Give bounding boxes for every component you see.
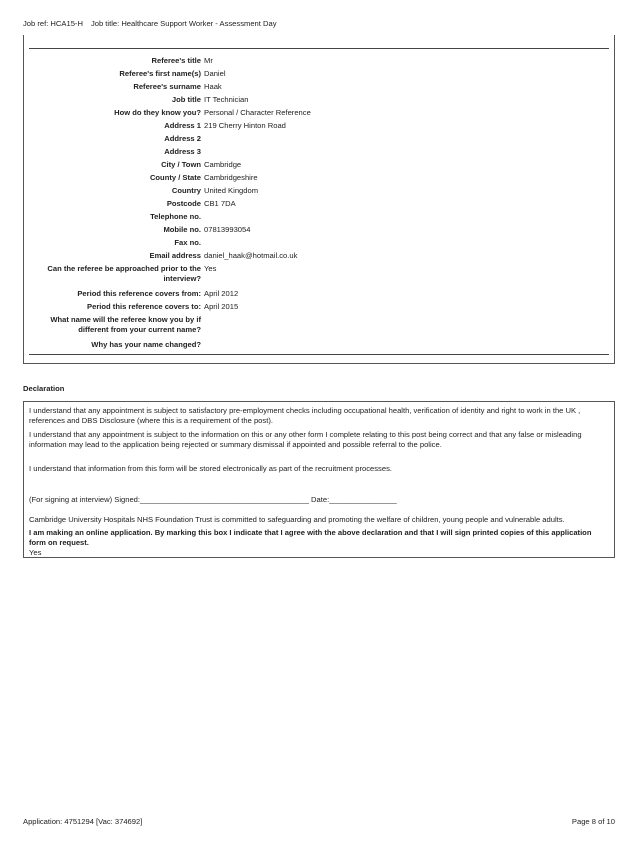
declaration-paragraph: I understand that any appointment is subject to the information on this or any other form I complete relating to this post being correct and that any false or misleading information may lead to the application being rejected or summary dismissal if appointed and possible referral to the police. — [29, 430, 582, 449]
field-label: Can the referee be approached prior to the interview? — [47, 264, 201, 283]
signature-line: (For signing at interview) Signed:________________________________________ Date:________________ — [29, 495, 397, 504]
field-label: Telephone no. — [150, 212, 201, 221]
field-value: Yes — [204, 264, 217, 273]
declaration-paragraph: I understand that any appointment is subject to satisfactory pre-employment checks including occupational health, verification of identity and right to work in the UK , references and DBS Disclosure (where this is a requirement of the post). — [29, 406, 581, 425]
trust-statement: Cambridge University Hospitals NHS Foundation Trust is committed to safeguarding and promoting the welfare of children, young people and vulnerable adults. — [29, 515, 565, 524]
field-label: Fax no. — [174, 238, 201, 247]
field-label: How do they know you? — [114, 108, 201, 117]
field-label: Referee's title — [151, 56, 201, 65]
field-label: Period this reference covers from: — [77, 289, 201, 298]
field-value: 07813993054 — [204, 225, 251, 234]
field-label: Address 2 — [164, 134, 201, 143]
field-value: Cambridge — [204, 160, 242, 169]
agreement-value: Yes — [29, 548, 42, 557]
field-label: Referee's surname — [133, 82, 201, 91]
declaration-heading: Declaration — [23, 384, 65, 393]
field-value: daniel_haak@hotmail.co.uk — [204, 251, 298, 260]
field-value: 219 Cherry Hinton Road — [204, 121, 286, 130]
field-label: Period this reference covers to: — [87, 302, 201, 311]
field-label: Address 3 — [164, 147, 201, 156]
field-value: Mr — [204, 56, 213, 65]
field-label: Referee's first name(s) — [119, 69, 201, 78]
field-value: Personal / Character Reference — [204, 108, 311, 117]
page-number: Page 8 of 10 — [571, 817, 615, 826]
page-header — [23, 19, 277, 28]
field-value: April 2012 — [204, 289, 239, 298]
field-label: City / Town — [161, 160, 201, 169]
field-label: Postcode — [166, 199, 201, 208]
declaration-box — [23, 401, 615, 558]
job-ref: Job ref: HCA15-H — [23, 19, 83, 28]
application-reference: Application: 4751294 [Vac: 374692] — [23, 817, 143, 826]
field-label: Mobile no. — [163, 225, 201, 234]
field-value: Haak — [204, 82, 222, 91]
field-value: April 2015 — [204, 302, 239, 311]
referee-top-divider — [29, 48, 609, 49]
field-value: IT Technician — [204, 95, 249, 104]
field-label: Email address — [149, 251, 201, 260]
field-label: Address 1 — [164, 121, 201, 130]
online-agreement: I am making an online application. By marking this box I indicate that I agree with the above declaration and that I will sign printed copies of this application form on request. — [29, 528, 592, 547]
field-label: Job title — [171, 95, 201, 104]
job-title: Job title: Healthcare Support Worker - Assessment Day — [90, 19, 277, 28]
field-label: What name will the referee know you by if different from your current name? — [50, 315, 201, 334]
field-value: CB1 7DA — [204, 199, 236, 208]
field-value: Cambridgeshire — [204, 173, 258, 182]
field-label: Why has your name changed? — [91, 340, 201, 349]
referee-bottom-divider — [29, 354, 609, 355]
field-label: County / State — [149, 173, 201, 182]
field-value: United Kingdom — [204, 186, 259, 195]
field-value: Daniel — [204, 69, 226, 78]
declaration-paragraph: I understand that information from this form will be stored electronically as part of the recruitment processes. — [29, 464, 392, 473]
field-label: Country — [171, 186, 201, 195]
